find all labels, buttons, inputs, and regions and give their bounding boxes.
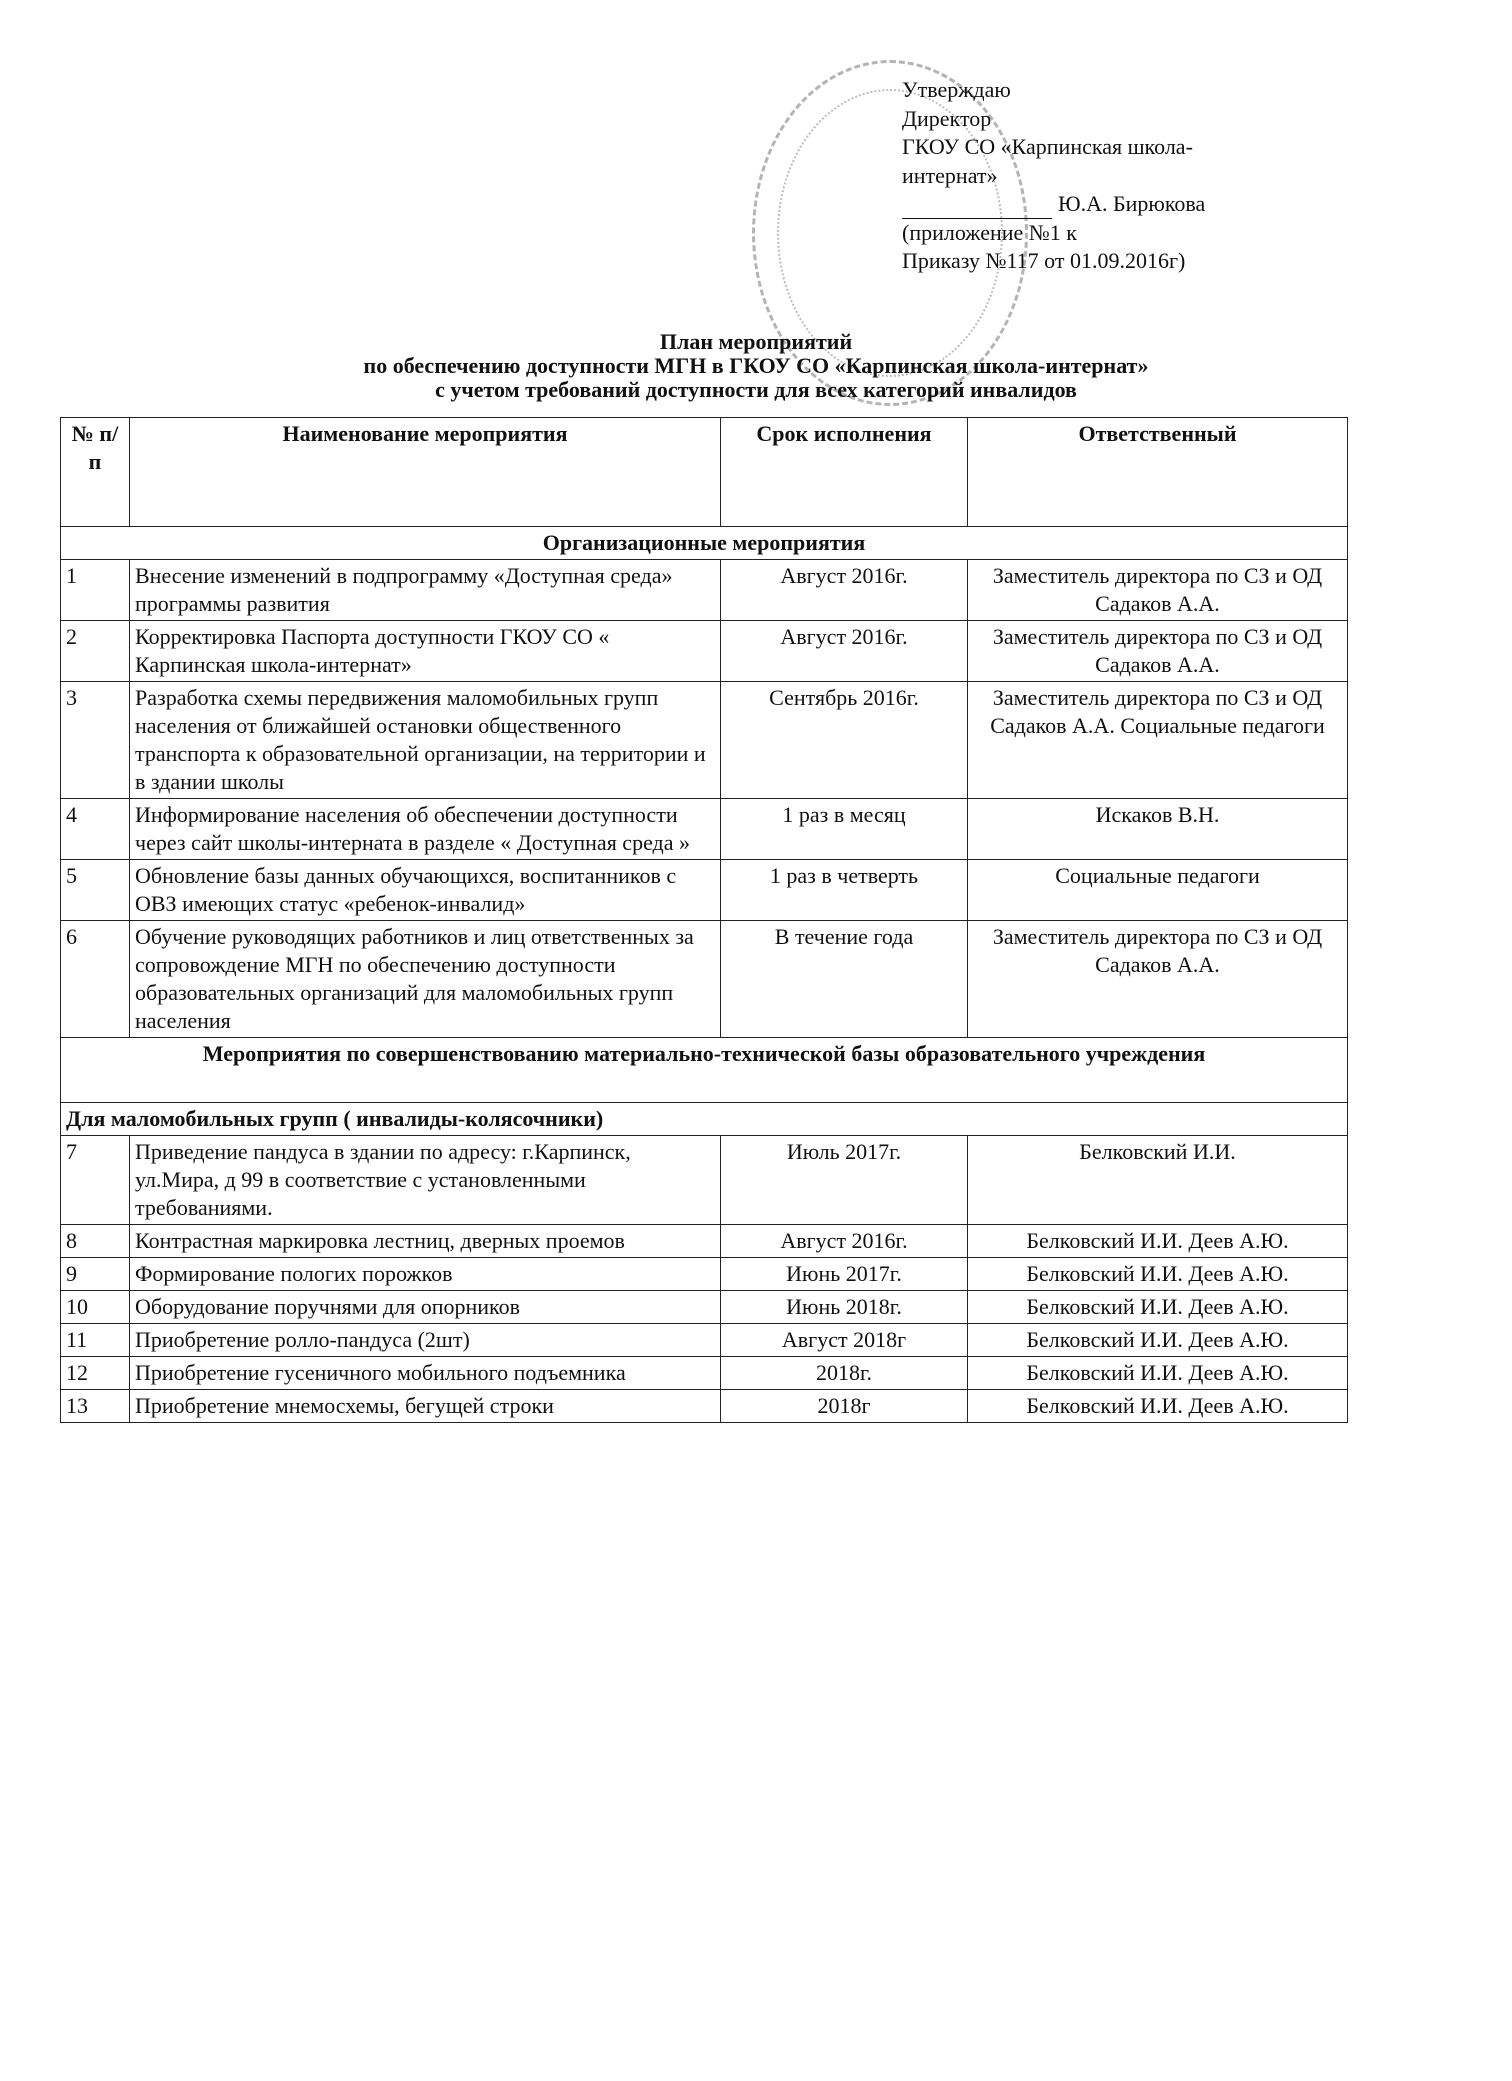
col-number: № п/п [61,418,130,527]
table-row [61,1225,1348,1258]
section-title: Мероприятия по совершенствованию материально-технической базы образовательного учреждения [61,1038,1348,1103]
appendix-line: (приложение №1 к [902,219,1077,245]
table-row [61,860,1348,921]
row-term: Август 2016г. [721,1225,968,1258]
row-number: 10 [61,1291,130,1324]
row-name: Приобретение гусеничного мобильного подъемника [130,1357,721,1390]
row-term: 2018г. [721,1357,968,1390]
row-responsible: Белковский И.И. Деев А.Ю. [968,1291,1348,1324]
row-name: Корректировка Паспорта доступности ГКОУ СО « Карпинская школа-интернат» [130,621,721,682]
table-row [61,1136,1348,1225]
row-name: Внесение изменений в подпрограмму «Доступная среда» программы развития [130,560,721,621]
row-responsible: Заместитель директора по СЗ и ОД Садаков А.А. [968,621,1348,682]
row-responsible: Белковский И.И. Деев А.Ю. [968,1357,1348,1390]
row-responsible: Заместитель директора по СЗ и ОД Садаков А.А. Социальные педагоги [968,682,1348,799]
title-line: по обеспечению доступности МГН в ГКОУ СО «Карпинская школа-интернат» [363,353,1149,378]
row-term: Июнь 2017г. [721,1258,968,1291]
row-number: 8 [61,1225,130,1258]
document-title [0,330,1512,402]
row-name: Приобретение мнемосхемы, бегущей строки [130,1390,721,1423]
row-name: Разработка схемы передвижения маломобильных групп населения от ближайшей остановки общественного транспорта к образовательной организации, на территории и в здании школы [130,682,721,799]
table-row [61,1390,1348,1423]
row-number: 6 [61,921,130,1038]
approval-line: ГКОУ СО «Карпинская школа- [902,134,1193,159]
row-name: Оборудование поручнями для опорников [130,1291,721,1324]
row-number: 1 [61,560,130,621]
row-number: 7 [61,1136,130,1225]
row-responsible: Искаков В.Н. [968,799,1348,860]
row-responsible: Заместитель директора по СЗ и ОД Садаков А.А. [968,921,1348,1038]
section-row [61,1103,1348,1136]
approval-line: Директор [902,105,992,131]
approval-block [902,76,1205,276]
section-row [61,1038,1348,1103]
row-number: 11 [61,1324,130,1357]
section-title: Организационные мероприятия [61,527,1348,560]
row-term: Август 2016г. [721,560,968,621]
row-responsible: Белковский И.И. [968,1136,1348,1225]
table-row [61,1258,1348,1291]
title-line: с учетом требований доступности для всех категорий инвалидов [435,377,1077,402]
row-responsible: Заместитель директора по СЗ и ОД Садаков А.А. [968,560,1348,621]
row-term: Сентябрь 2016г. [721,682,968,799]
row-name: Приведение пандуса в здании по адресу: г.Карпинск, ул.Мира, д 99 в соответствие с установленными требованиями. [130,1136,721,1225]
table-row [61,560,1348,621]
row-number: 5 [61,860,130,921]
table-row [61,1324,1348,1357]
title-line: План мероприятий [659,329,853,354]
row-responsible: Белковский И.И. Деев А.Ю. [968,1225,1348,1258]
table-row [61,621,1348,682]
row-term: Июль 2017г. [721,1136,968,1225]
section-title: Для маломобильных групп ( инвалиды-колясочники) [61,1103,1348,1136]
section-row [61,527,1348,560]
col-responsible: Ответственный [968,418,1348,527]
table-row [61,682,1348,799]
row-name: Приобретение ролло-пандуса (2шт) [130,1324,721,1357]
row-responsible: Белковский И.И. Деев А.Ю. [968,1324,1348,1357]
row-term: 2018г [721,1390,968,1423]
approval-line: Утверждаю [902,77,1011,102]
row-name: Контрастная маркировка лестниц, дверных проемов [130,1225,721,1258]
approval-line: интернат» [902,162,998,188]
row-term: Август 2018г [721,1324,968,1357]
signature-line [902,190,1205,219]
row-term: 1 раз в четверть [721,860,968,921]
table-header-row [61,418,1348,527]
row-responsible: Белковский И.И. Деев А.Ю. [968,1390,1348,1423]
row-number: 13 [61,1390,130,1423]
table-row [61,1357,1348,1390]
row-name: Формирование пологих порожков [130,1258,721,1291]
col-term: Срок исполнения [721,418,968,527]
row-term: В течение года [721,921,968,1038]
row-name: Информирование населения об обеспечении доступности через сайт школы-интерната в разделе « Доступная среда » [130,799,721,860]
table-row [61,1291,1348,1324]
col-name: Наименование мероприятия [130,418,721,527]
table-row [61,921,1348,1038]
appendix-line: Приказу №117 от 01.09.2016г) [902,248,1186,273]
row-number: 3 [61,682,130,799]
row-term: Август 2016г. [721,621,968,682]
row-responsible: Социальные педагоги [968,860,1348,921]
signer-name: Ю.А. Бирюкова [1058,191,1206,216]
row-name: Обновление базы данных обучающихся, воспитанников с ОВЗ имеющих статус «ребенок-инвалид» [130,860,721,921]
row-number: 9 [61,1258,130,1291]
row-term: 1 раз в месяц [721,799,968,860]
row-number: 2 [61,621,130,682]
row-number: 4 [61,799,130,860]
plan-table [60,417,1348,1423]
row-number: 12 [61,1357,130,1390]
row-responsible: Белковский И.И. Деев А.Ю. [968,1258,1348,1291]
row-term: Июнь 2018г. [721,1291,968,1324]
row-name: Обучение руководящих работников и лиц ответственных за сопровождение МГН по обеспечению доступности образовательных организаций для маломобильных групп населения [130,921,721,1038]
table-row [61,799,1348,860]
